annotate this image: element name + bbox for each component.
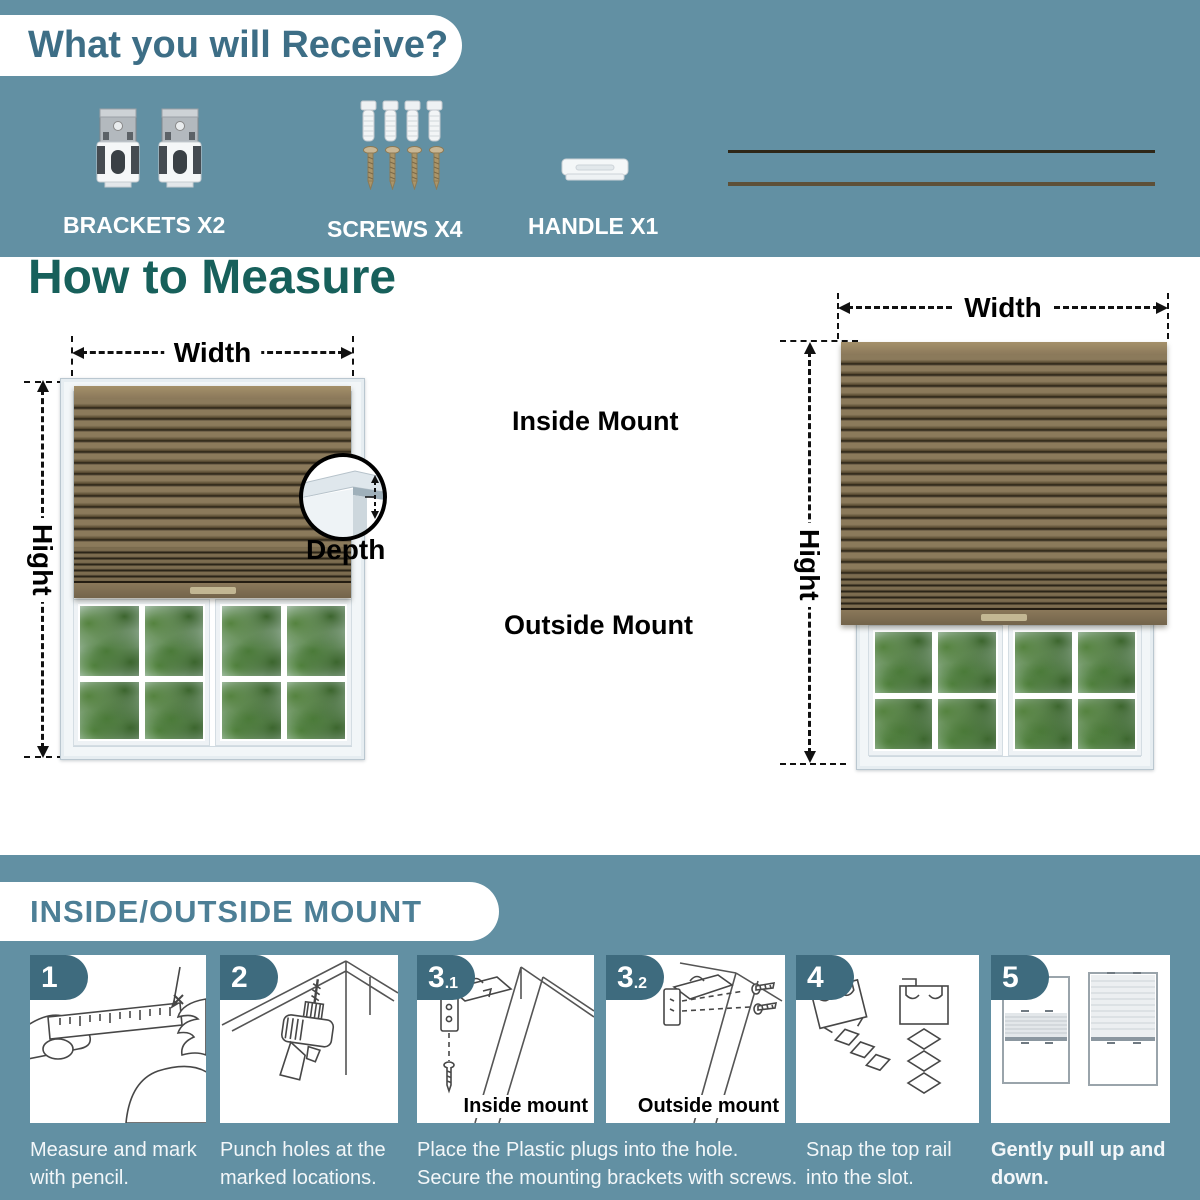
mounting-bracket-icon	[95, 106, 141, 188]
step-caption-4	[806, 1137, 986, 1192]
step-caption-3	[417, 1137, 803, 1192]
shade-top-rail	[74, 386, 351, 399]
measure-title: How to Measure	[28, 251, 397, 304]
shade-bottom-rail	[841, 608, 1167, 625]
window-sash	[869, 626, 1002, 755]
inside-mount-label: Inside Mount	[512, 406, 679, 436]
top-rail-image	[728, 120, 1155, 186]
window-pane	[80, 682, 139, 739]
step-panel-1	[30, 955, 206, 1123]
width-tick	[71, 336, 73, 376]
screws-label: SCREWS X4	[327, 216, 463, 242]
handle-label: HANDLE X1	[528, 213, 659, 239]
step-caption-5	[991, 1137, 1191, 1192]
screw-icon	[429, 146, 444, 190]
width-tick	[1167, 293, 1169, 339]
brackets-label: BRACKETS X2	[63, 212, 226, 238]
caption-line: Secure the mounting brackets with screws.	[417, 1166, 798, 1189]
step-number: 4	[807, 960, 824, 994]
shade-top-rail	[841, 342, 1167, 355]
window-pane	[875, 632, 932, 693]
screw-icon	[407, 146, 422, 190]
shade-pleats-compressed	[841, 575, 1167, 610]
mounting-bracket-icon	[157, 106, 203, 188]
right-width-label: Width	[954, 292, 1052, 324]
shade-bottom-rail	[74, 581, 351, 598]
step-panel-4	[796, 955, 979, 1123]
caption-line: into the slot.	[806, 1166, 914, 1189]
height-tick	[780, 763, 846, 765]
wall-anchor-icon	[426, 100, 443, 144]
brackets-image	[95, 106, 203, 188]
window-pane	[222, 682, 281, 739]
step-number-sub: .2	[633, 974, 648, 992]
caption-line: marked locations.	[220, 1166, 377, 1189]
step-panel-3-2	[606, 955, 785, 1123]
window-sash	[1009, 626, 1142, 755]
step-badge-2	[220, 955, 278, 1000]
width-tick	[352, 336, 354, 376]
outside-mount-panel-label: Outside mount	[635, 1095, 782, 1118]
step-badge-4	[796, 955, 854, 1000]
step-number: 1	[41, 960, 58, 994]
window-pane	[1015, 632, 1072, 693]
window-pane	[222, 606, 281, 676]
window-pane	[1078, 632, 1135, 693]
window-pane	[875, 699, 932, 749]
step-badge-3-2	[606, 955, 664, 1000]
wall-anchors-image	[360, 100, 443, 144]
screw-icon	[363, 146, 378, 190]
window-pane	[1015, 699, 1072, 749]
step-caption-2	[220, 1137, 416, 1192]
caption-line: down.	[991, 1166, 1049, 1189]
window-pane	[145, 606, 204, 676]
step-number: 2	[231, 960, 248, 994]
width-tick	[837, 293, 839, 339]
window-sash	[216, 600, 351, 745]
right-width-arrow	[838, 292, 1168, 323]
receive-section	[0, 0, 1200, 257]
caption-line: Punch holes at the	[220, 1139, 386, 1161]
window-pane	[287, 606, 346, 676]
mount-title: INSIDE/OUTSIDE MOUNT	[30, 894, 423, 929]
screw-icon	[385, 146, 400, 190]
step-badge-1	[30, 955, 88, 1000]
step-number: 3	[428, 960, 445, 994]
window-sash	[74, 600, 209, 745]
top-rail-seam	[728, 150, 1155, 153]
shade-handle-tab	[981, 614, 1027, 621]
wall-anchor-icon	[360, 100, 377, 144]
outside-mount-window	[780, 292, 1180, 773]
depth-label: Depth	[306, 534, 386, 565]
step-caption-1	[30, 1137, 214, 1192]
step-number-sub: .1	[444, 974, 459, 992]
window-sashes	[74, 600, 351, 745]
window-pane	[80, 606, 139, 676]
inside-mount-window	[60, 378, 365, 760]
window-pane	[1078, 699, 1135, 749]
window-pane	[287, 682, 346, 739]
caption-line: with pencil.	[30, 1166, 129, 1189]
caption-line: Place the Plastic plugs into the hole.	[417, 1139, 739, 1161]
shade-handle-tab	[190, 587, 236, 594]
handle-image	[560, 154, 630, 184]
left-height-label: Hight	[25, 518, 59, 602]
caption-line: Gently pull up and	[991, 1139, 1166, 1161]
window-pane	[938, 699, 995, 749]
wall-anchor-icon	[404, 100, 421, 144]
step-badge-3-1	[417, 955, 475, 1000]
screws-image	[363, 146, 444, 190]
handle-icon	[560, 154, 630, 184]
wall-anchor-icon	[382, 100, 399, 144]
step-number: 5	[1002, 960, 1019, 994]
window-pane	[145, 682, 204, 739]
step-panel-2	[220, 955, 398, 1123]
window-sashes	[869, 626, 1141, 755]
step-panel-5	[991, 955, 1170, 1123]
mount-banner	[0, 882, 499, 941]
window-pane	[938, 632, 995, 693]
outside-mount-label: Outside Mount	[504, 610, 693, 640]
step-badge-5	[991, 955, 1049, 1000]
step-panel-3-1	[417, 955, 594, 1123]
inside-mount-panel-label: Inside mount	[461, 1095, 591, 1118]
right-height-label: Hight	[792, 523, 826, 607]
receive-banner	[0, 15, 462, 76]
shade-pleats	[841, 355, 1167, 575]
left-width-label: Width	[164, 337, 262, 369]
cellular-shade	[841, 342, 1167, 625]
step-number: 3	[617, 960, 634, 994]
caption-line: Snap the top rail	[806, 1139, 952, 1161]
left-width-arrow	[72, 337, 353, 368]
top-rail-shadow	[728, 182, 1155, 186]
caption-line: Measure and mark	[30, 1139, 197, 1161]
receive-title: What you will Receive?	[28, 24, 449, 66]
